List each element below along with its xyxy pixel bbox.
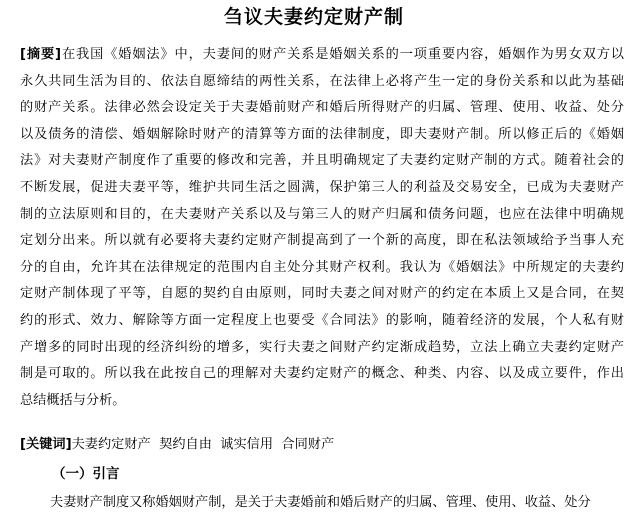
abstract-label: [摘要]	[20, 47, 62, 62]
keywords-label: [关键词]	[20, 437, 72, 452]
section-heading: （一）引言	[52, 466, 120, 482]
abstract-line: 定划分出来。所以就有必要将夫妻约定财产制提高到了一个新的高度，即在私法领域给予当事人充	[20, 233, 624, 249]
body-paragraph-line: 夫妻财产制度又称婚姻财产制，是关于夫妻婚前和婚后财产的归属、管理、使用、收益、处分	[50, 495, 591, 510]
keywords-text: 夫妻约定财产 契约自由 诚实信用 合同财产	[71, 437, 335, 452]
abstract-line: 产增多的同时出现的经济纠纷的增多，实行夫妻之间财产约定渐成趋势，立法上确立夫妻约定财产	[20, 339, 624, 355]
abstract-line: 不断发展，促进夫妻平等，维护共同生活之圆满，保护第三人的利益及交易安全，已成为夫妻财产	[20, 179, 624, 195]
abstract-line: 定财产制体现了平等，自愿的契约自由原则，同时夫妻之间对财产的约定在本质上又是合同，在契	[20, 286, 624, 302]
abstract-line: 约的形式、效力、解除等方面一定程度上也要受《合同法》的影响，随着经济的发展，个人私有财	[20, 312, 624, 328]
keywords-line	[20, 432, 624, 458]
abstract-line	[20, 42, 624, 69]
abstract-line: 的财产关系。法律必然会设定关于夫妻婚前财产和婚后所得财产的归属、管理、使用、收益、处分	[20, 100, 624, 116]
abstract-line: 总结概括与分析。	[20, 392, 126, 408]
abstract-line: 分的自由，允许其在法律规定的范围内自主处分其财产权利。我认为《婚姻法》中所规定的夫妻约	[20, 259, 624, 275]
abstract-line: 制是可取的。所以我在此按自己的理解对夫妻约定财产的概念、种类、内容、以及成立要件，作出	[20, 366, 624, 382]
abstract-line: 法》对夫妻财产制度作了重要的修改和完善，并且明确规定了夫妻约定财产制的方式。随着社会的	[20, 153, 624, 169]
abstract-line: 制的立法原则和目的，在夫妻财产关系以及与第三人的财产归属和债务问题，也应在法律中明确规	[20, 206, 624, 222]
abstract-line: 永久共同生活为目的、依法自愿缔结的两性关系，在法律上必将产生一定的身份关系和以此为基础	[20, 73, 624, 89]
abstract-line-text: 在我国《婚姻法》中，夫妻间的财产关系是婚姻关系的一项重要内容，婚姻作为男女双方以	[61, 47, 624, 62]
abstract-block	[20, 42, 624, 414]
abstract-line: 以及债务的清偿、婚姻解除时财产的清算等方面的法律制度，即夫妻财产制。所以修正后的《婚姻	[20, 126, 624, 142]
document-title: 刍议夫妻约定财产制	[223, 6, 404, 28]
